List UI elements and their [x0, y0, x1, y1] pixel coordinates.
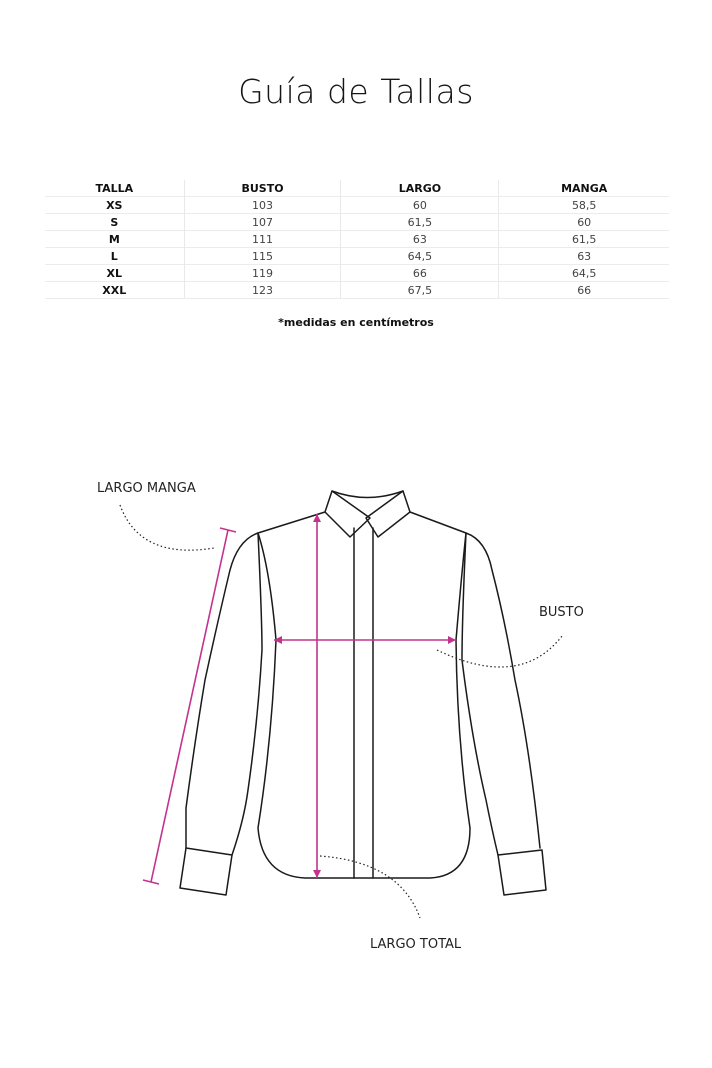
page-title: Guía de Tallas: [238, 72, 474, 111]
cuff-right: [498, 850, 546, 895]
header-manga: MANGA: [499, 180, 669, 197]
cell-busto: 107: [184, 214, 341, 231]
shirt-outline: [180, 491, 546, 895]
cell-manga: 60: [499, 214, 669, 231]
sleeve-length-line: [151, 530, 228, 882]
label-largo-manga: LARGO MANGA: [97, 481, 196, 496]
measurement-lines: [143, 514, 456, 884]
header-busto: BUSTO: [184, 180, 341, 197]
cell-largo: 64,5: [341, 248, 499, 265]
shirt-body: [258, 512, 470, 878]
cell-busto: 115: [184, 248, 341, 265]
cell-busto: 123: [184, 282, 341, 299]
leader-length: [320, 856, 420, 918]
cell-largo: 67,5: [341, 282, 499, 299]
cell-largo: 60: [341, 197, 499, 214]
header-largo: LARGO: [341, 180, 499, 197]
placket: [354, 528, 373, 878]
cell-manga: 64,5: [499, 265, 669, 282]
cell-talla: XL: [45, 265, 184, 282]
cell-manga: 61,5: [499, 231, 669, 248]
cell-largo: 66: [341, 265, 499, 282]
cell-largo: 61,5: [341, 214, 499, 231]
cell-busto: 111: [184, 231, 341, 248]
cell-busto: 119: [184, 265, 341, 282]
bust-arrow-right: [448, 636, 456, 644]
cell-manga: 63: [499, 248, 669, 265]
cell-manga: 58,5: [499, 197, 669, 214]
header-talla: TALLA: [95, 181, 134, 195]
label-largo-total: LARGO TOTAL: [370, 937, 462, 952]
cell-talla: M: [45, 231, 184, 248]
cell-manga: 66: [499, 282, 669, 299]
cell-largo: 63: [341, 231, 499, 248]
sleeve-left: [186, 533, 262, 855]
cell-talla: L: [45, 248, 184, 265]
leader-sleeve: [120, 505, 214, 550]
cell-talla: XS: [45, 197, 184, 214]
sleeve-right: [462, 533, 540, 855]
collar-band: [332, 491, 403, 498]
length-arrow-bottom: [313, 870, 321, 878]
dotted-leaders: [120, 505, 562, 918]
cell-talla: S: [45, 214, 184, 231]
label-busto: BUSTO: [539, 605, 584, 620]
cuff-left: [180, 848, 232, 895]
units-note: *medidas en centímetros: [278, 316, 434, 329]
cell-talla: XXL: [45, 282, 184, 299]
cell-busto: 103: [184, 197, 341, 214]
